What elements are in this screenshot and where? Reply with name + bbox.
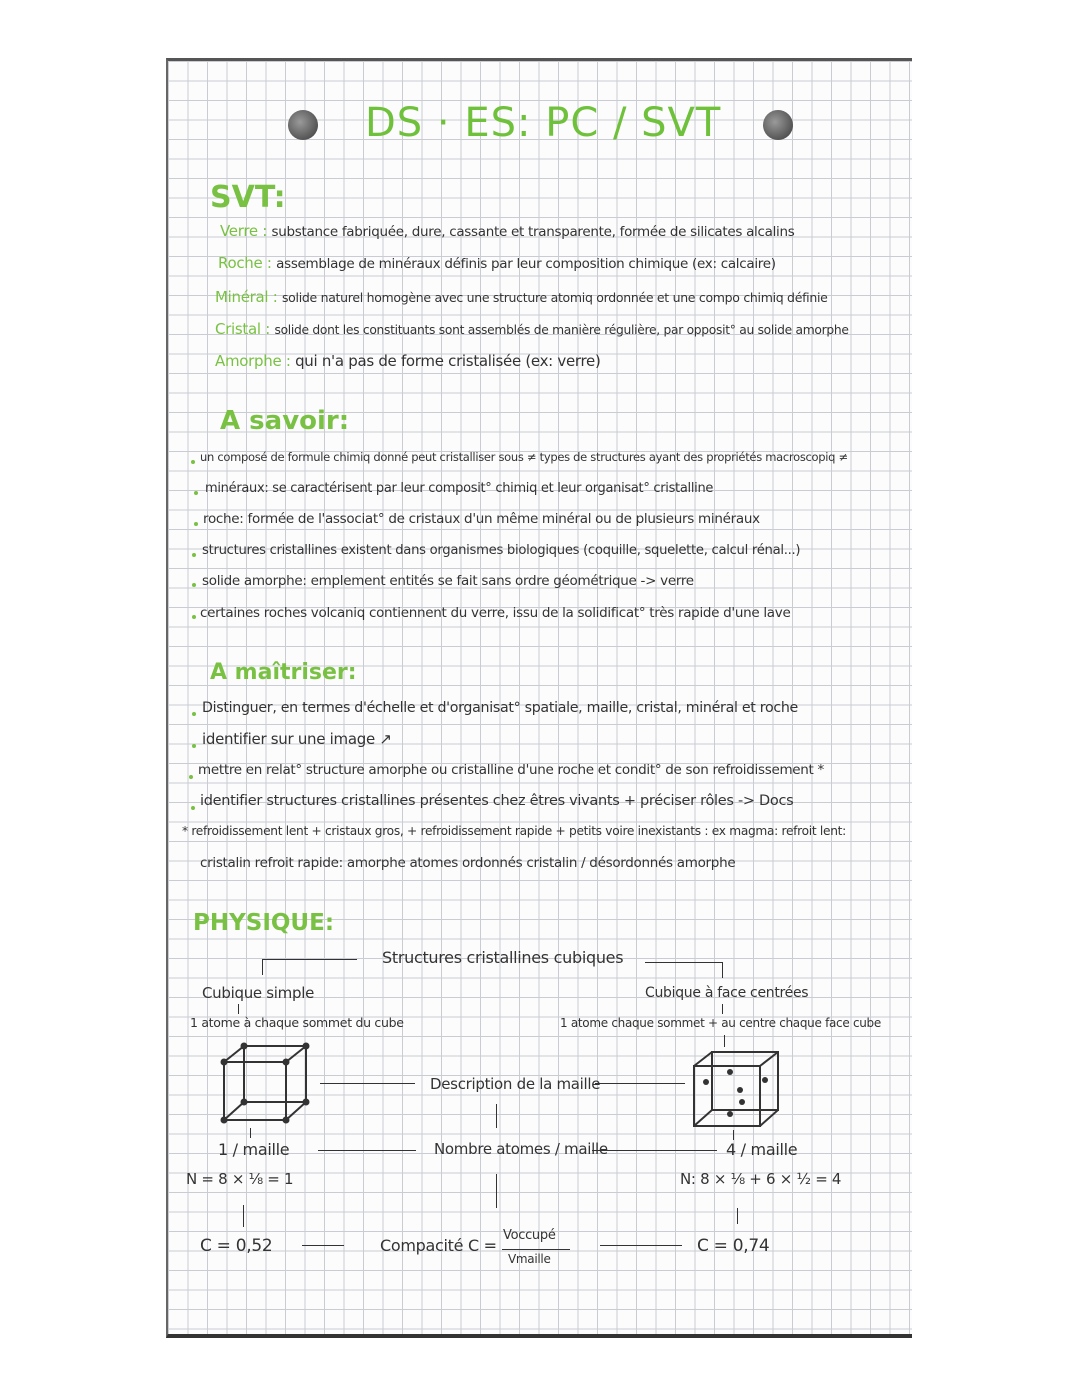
connector <box>318 1150 416 1151</box>
bullet <box>192 615 196 619</box>
connector <box>592 1150 717 1151</box>
definition-verre <box>220 222 795 240</box>
diagram-title: Structures cristallines cubiques <box>382 948 624 967</box>
bullet <box>189 775 193 779</box>
cubique-simple-label: Cubique simple <box>202 984 315 1002</box>
bullet <box>191 460 195 464</box>
definition-cristal <box>215 320 849 338</box>
refroidissement-note: * refroidissement lent + cristaux gros, + refroidissement rapide + petits voire inexistants : ex magma: refroit lent: <box>182 824 846 838</box>
cubique-face-centrees-per-cell: 4 / maille <box>726 1140 798 1159</box>
nombre-atomes-label: Nombre atomes / maille <box>434 1140 608 1158</box>
connector <box>243 1205 244 1227</box>
connector <box>733 1130 734 1140</box>
a-maitriser-item: Distinguer, en termes d'échelle et d'organisat° spatiale, maille, cristal, minéral et roche <box>202 700 798 716</box>
definition-term: Cristal : <box>215 320 270 338</box>
punch-hole-left <box>288 110 318 140</box>
bullet <box>194 491 198 495</box>
cubique-simple-formula: N = 8 × ⅛ = 1 <box>186 1170 294 1188</box>
cubique-face-centrees-formula: N: 8 × ⅛ + 6 × ½ = 4 <box>680 1170 842 1188</box>
svt-heading: SVT: <box>210 180 286 215</box>
connector <box>250 1128 251 1138</box>
description-maille-label: Description de la maille <box>430 1075 601 1093</box>
a-savoir-item: solide amorphe: emplement entités se fait sans ordre géométrique -> verre <box>202 573 694 589</box>
connector <box>302 1245 344 1246</box>
definition-term: Amorphe : <box>215 352 291 370</box>
definition-mineral <box>215 288 828 306</box>
definition-text: qui n'a pas de forme cristalisée (ex: verre) <box>295 352 601 370</box>
a-maitriser-item: identifier structures cristallines présentes chez êtres vivants + préciser rôles -> Docs <box>200 793 794 809</box>
definition-term: Roche : <box>218 254 272 272</box>
definition-text: substance fabriquée, dure, cassante et transparente, formée de silicates alcalins <box>271 224 795 240</box>
cubique-simple-per-cell: 1 / maille <box>218 1140 290 1159</box>
definition-text: solide naturel homogène avec une structure atomiq ordonnée et une compo chimiq définie <box>281 290 828 305</box>
definition-term: Verre : <box>220 222 268 240</box>
definition-term: Minéral : <box>215 288 278 306</box>
definition-amorphe <box>215 352 601 370</box>
page-title: DS · ES: PC / SVT <box>365 100 722 146</box>
definition-text: assemblage de minéraux définis par leur composition chimique (ex: calcaire) <box>276 256 776 272</box>
bullet <box>192 744 196 748</box>
a-maitriser-heading: A maîtriser: <box>210 660 357 685</box>
a-savoir-item: minéraux: se caractérisent par leur composit° chimiq et leur organisat° cristalline <box>205 481 714 496</box>
connector <box>724 1035 725 1047</box>
cubique-face-centrees-desc: 1 atome chaque sommet + au centre chaque face cube <box>560 1016 881 1030</box>
bracket-line <box>262 959 357 960</box>
connector <box>722 1004 723 1014</box>
connector <box>595 1083 685 1084</box>
connector <box>600 1245 682 1246</box>
a-savoir-item: roche: formée de l'associat° de cristaux d'un même minéral ou de plusieurs minéraux <box>203 511 760 527</box>
bullet <box>192 553 196 557</box>
bullet <box>191 806 195 810</box>
connector <box>496 1174 497 1208</box>
compacite-denominator: Vmaille <box>508 1252 551 1266</box>
cubique-face-centrees-compacity: C = 0,74 <box>697 1236 770 1256</box>
cubique-simple-cube <box>218 1040 318 1125</box>
a-savoir-item: un composé de formule chimiq donné peut cristalliser sous ≠ types de structures ayant des propriétés macroscopiq ≠ <box>200 450 848 464</box>
bullet <box>192 712 196 716</box>
punch-hole-right <box>763 110 793 140</box>
cubique-simple-compacity: C = 0,52 <box>200 1236 273 1256</box>
bullet <box>194 522 198 526</box>
cubique-simple-desc: 1 atome à chaque sommet du cube <box>190 1015 404 1030</box>
a-maitriser-item: identifier sur une image ↗ <box>202 730 392 748</box>
a-maitriser-item: mettre en relat° structure amorphe ou cristalline d'une roche et condit° de son refroidissement * <box>198 762 824 778</box>
a-savoir-item: certaines roches volcaniq contiennent du verre, issu de la solidificat° très rapide d'une lave <box>200 605 791 621</box>
fraction-bar <box>502 1249 570 1250</box>
a-savoir-heading: A savoir: <box>220 406 350 436</box>
compacite-numerator: Voccupé <box>503 1228 556 1243</box>
cubique-face-centrees-cube <box>690 1048 790 1133</box>
definition-text: solide dont les constituants sont assemblés de manière régulière, par opposit° au solide amorphe <box>274 323 849 337</box>
refroidissement-note-continued: cristalin refroit rapide: amorphe atomes ordonnés cristalin / désordonnés amorphe <box>200 855 736 871</box>
a-savoir-item: structures cristallines existent dans organismes biologiques (coquille, squelette, calcul rénal...) <box>202 543 801 558</box>
bullet <box>192 583 196 587</box>
bracket-tick <box>262 959 263 975</box>
connector <box>320 1083 415 1084</box>
bracket-tick <box>722 962 723 978</box>
connector <box>238 1004 239 1014</box>
compacite-label: Compacité C = <box>380 1236 497 1255</box>
physique-heading: PHYSIQUE: <box>193 910 335 936</box>
definition-roche <box>218 254 776 272</box>
bracket-line <box>645 962 723 963</box>
connector <box>737 1208 738 1224</box>
connector <box>496 1104 497 1128</box>
cubique-face-centrees-label: Cubique à face centrées <box>645 985 809 1001</box>
